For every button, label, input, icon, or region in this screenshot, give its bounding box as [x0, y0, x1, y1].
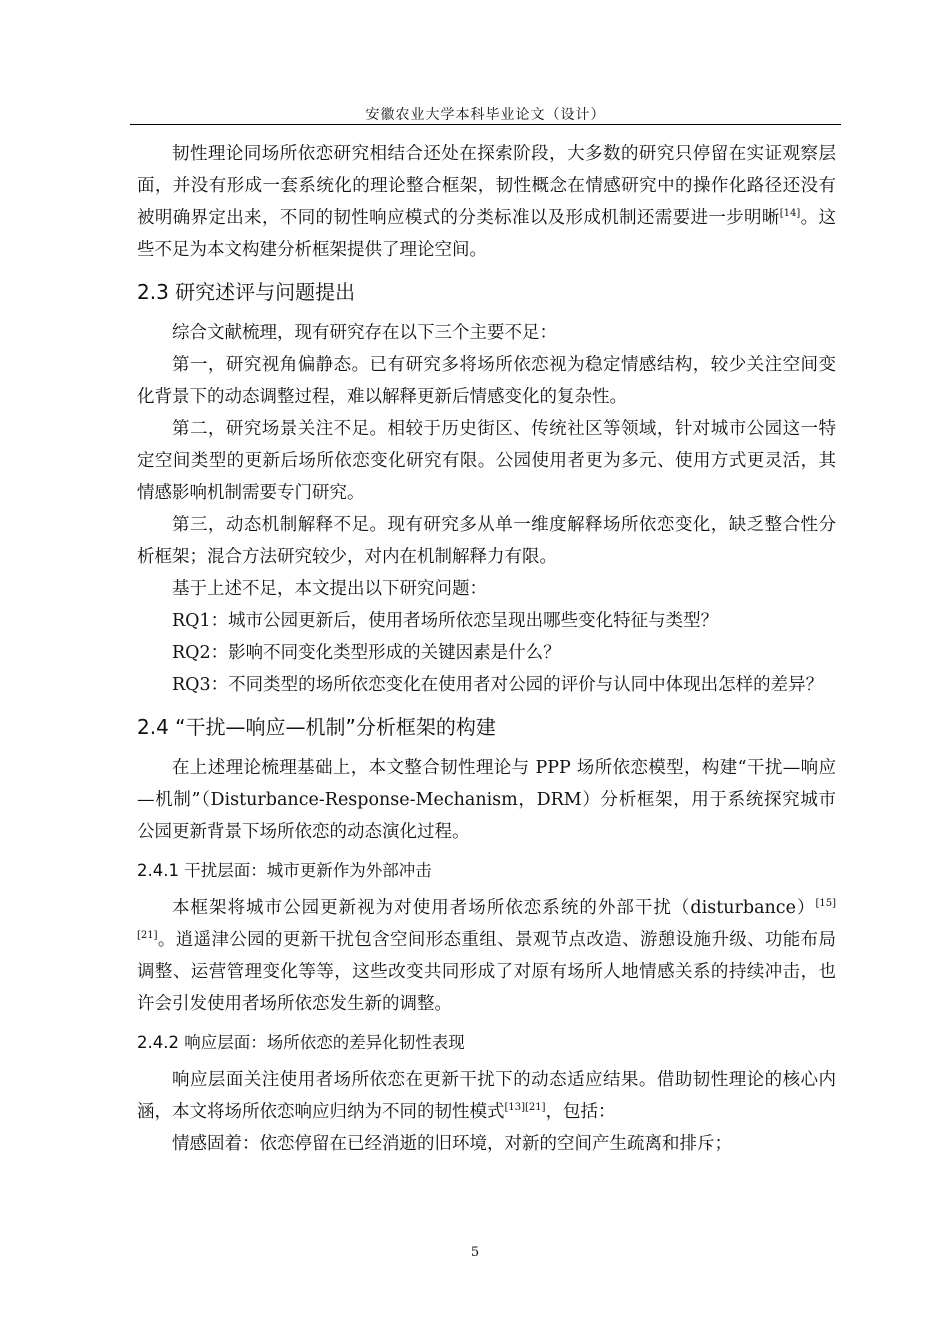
section-heading-2-4: 2.4 “干扰—响应—机制”分析框架的构建: [137, 715, 496, 739]
research-question-3: RQ3：不同类型的场所依恋变化在使用者对公园的评价与认同中体现出怎样的差异？: [172, 675, 824, 695]
running-header: 安徽农业大学本科毕业论文（设计）: [365, 107, 606, 123]
paragraph-emotional-fixation: 情感固着：依恋停留在已经消逝的旧环境，对新的空间产生疏离和排斥；: [172, 1134, 732, 1154]
citation: [21]: [137, 930, 158, 942]
citation: [13][21]: [504, 1102, 546, 1114]
section-heading-2-3: 2.3 研究述评与问题提出: [137, 280, 356, 304]
subsection-heading-2-4-2: 2.4.2 响应层面：场所依恋的差异化韧性表现: [137, 1033, 465, 1052]
citation: [15]: [815, 898, 836, 910]
research-question-2: RQ2：影响不同变化类型形成的关键因素是什么？: [172, 643, 561, 663]
page-body: [137, 138, 836, 1160]
paragraph-disturbance: 本框架将城市公园更新视为对使用者场所依恋系统的外部干扰（disturbance）[15][21]。逍遥津公园的更新干扰包含空间形态重组、景观节点改造、游憩设施升级、功能布局调整、运营管理变化等等，这些改变共同形成了对原有场所人地情感关系的持续冲击，也许会引发使用者场所依恋发生新的调整。: [137, 898, 836, 1014]
paragraph-response: 响应层面关注使用者场所依恋在更新干扰下的动态适应结果。借助韧性理论的核心内涵，本文将场所依恋响应归纳为不同的韧性模式[13][21]，包括：: [137, 1070, 836, 1122]
citation: [14]: [779, 208, 801, 220]
paragraph-summary: 综合文献梳理，现有研究存在以下三个主要不足：: [172, 323, 557, 343]
page-number: 5: [470, 1245, 480, 1260]
research-question-1: RQ1：城市公园更新后，使用者场所依恋呈现出哪些变化特征与类型？: [172, 611, 719, 631]
paragraph-resilience-gap: 韧性理论同场所依恋研究相结合还处在探索阶段，大多数的研究只停留在实证观察层面，并没有形成一套系统化的理论整合框架，韧性概念在情感研究中的操作化路径还没有被明确界定出来，不同的韧性响应模式的分类标准以及形成机制还需要进一步明晰[14]。这些不足为本文构建分析框架提供了理论空间。: [137, 144, 837, 260]
paragraph-first-gap: 第一，研究视角偏静态。已有研究多将场所依恋视为稳定情感结构，较少关注空间变化背景下的动态调整过程，难以解释更新后情感变化的复杂性。: [137, 355, 836, 407]
header-rule: [130, 124, 841, 125]
paragraph-second-gap: 第二，研究场景关注不足。相较于历史街区、传统社区等领域，针对城市公园这一特定空间类型的更新后场所依恋变化研究有限。公园使用者更为多元、使用方式更灵活，其情感影响机制需要专门研究。: [137, 419, 836, 503]
subsection-heading-2-4-1: 2.4.1 干扰层面：城市更新作为外部冲击: [137, 861, 432, 880]
paragraph-questions-intro: 基于上述不足，本文提出以下研究问题：: [172, 579, 487, 599]
paragraph-third-gap: 第三，动态机制解释不足。现有研究多从单一维度解释场所依恋变化，缺乏整合性分析框架；混合方法研究较少，对内在机制解释力有限。: [137, 515, 836, 567]
paragraph-drm-framework: 在上述理论梳理基础上，本文整合韧性理论与 PPP 场所依恋模型，构建“干扰—响应—机制”（Disturbance-Response-Mechanism，DRM）分析框架，用于系统探究城市公园更新背景下场所依恋的动态演化过程。: [137, 758, 836, 842]
